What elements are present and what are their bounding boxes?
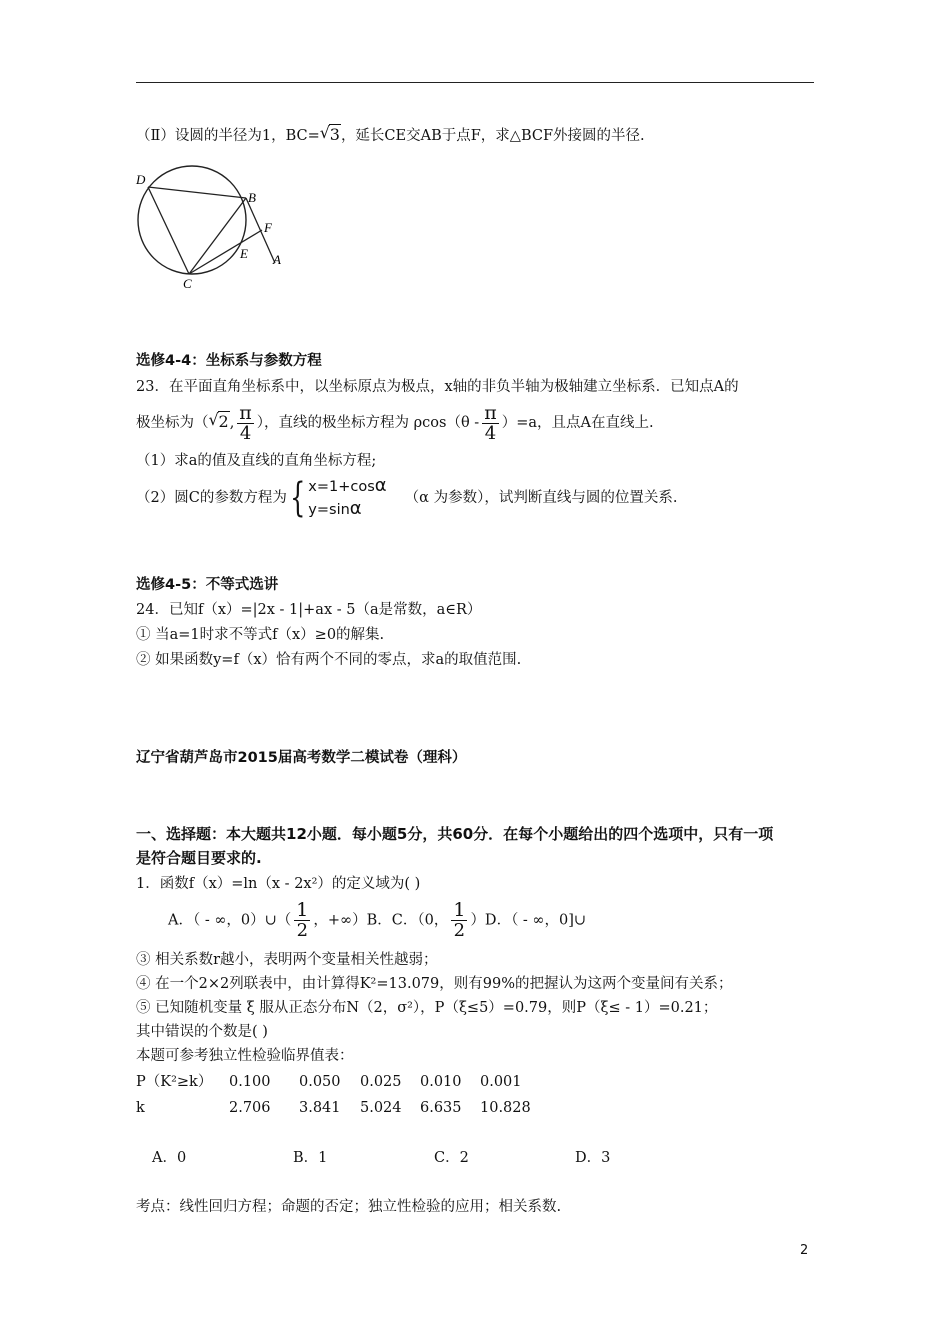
brace-symbol: { xyxy=(289,475,306,521)
page-number: 2 xyxy=(800,1243,809,1258)
table-cell: 5.024 xyxy=(360,1100,402,1116)
q23-part2: （2）圆C的参数方程为{ x=1+cosα y=sinα （α 为参数），试判断直线与圆的位置关系. xyxy=(136,475,678,521)
segment-db xyxy=(148,187,246,198)
sqrt-2: √ 2 xyxy=(208,410,229,431)
segment-dc xyxy=(148,187,189,274)
choice-c: C．2 xyxy=(434,1150,469,1166)
label-a: A xyxy=(273,252,281,267)
part1-heading-line2: 是符合题目要求的. xyxy=(136,849,262,867)
q23-line2: 极坐标为（ √ 2, $\frac{\pi}{4}$ ），直线的极坐标方程为 ρcos（θ - $\frac{\pi}{4}$ ）=a，且点A在直线上. xyxy=(136,401,654,444)
q22-part2: （Ⅱ）设圆的半径为1，BC= √ 3，延长CE交AB于点F，求△BCF外接圆的半径. xyxy=(136,123,645,144)
statement-4: ④ 在一个2×2列联表中，由计算得K²=13.079，则有99%的把握认为这两个变量间有关系； xyxy=(136,976,733,992)
parametric-system: x=1+cosα y=sinα xyxy=(308,475,387,519)
label-c: C xyxy=(183,276,192,291)
q23-part1: （1）求a的值及直线的直角坐标方程; xyxy=(136,453,377,469)
table-cell: 0.050 xyxy=(299,1074,341,1090)
sqrt-3: √ 3 xyxy=(319,123,340,144)
choice-d: D．3 xyxy=(575,1150,611,1166)
count-question: 其中错误的个数是( ) xyxy=(136,1024,268,1040)
circle-geometry-figure xyxy=(130,160,300,300)
section-heading-4-5: 选修4-5：不等式选讲 xyxy=(136,577,279,593)
statement-3: ③ 相关系数r越小，表明两个变量相关性越弱； xyxy=(136,952,438,968)
statement-5: ⑤ 已知随机变量 ξ 服从正态分布N（2，σ²），P（ξ≤5）=0.79，则P（ξ≤ - 1）=0.21； xyxy=(136,1000,718,1016)
q1-options: A．（ - ∞，0）∪（ $\frac{1}{2}$ ，+∞）B．C．（0， $\frac{1}{2}$ ）D．（ - ∞，0]∪ xyxy=(168,899,587,941)
choice-b: B．1 xyxy=(293,1150,328,1166)
critical-value-table xyxy=(136,1069,531,1121)
header-rule xyxy=(136,82,814,83)
table-cell: k xyxy=(136,1100,145,1116)
label-b: B xyxy=(248,190,256,205)
fraction-one-half: $\frac{1}{2}$ xyxy=(296,899,309,941)
table-cell: 6.635 xyxy=(420,1100,462,1116)
q23-line1: 23．在平面直角坐标系中，以坐标原点为极点，x轴的非负半轴为极轴建立坐标系．已知点A的 xyxy=(136,379,739,395)
table-row xyxy=(136,1095,531,1121)
segment-bc xyxy=(189,198,246,274)
exam-title: 辽宁省葫芦岛市2015届高考数学二模试卷（理科） xyxy=(136,750,467,766)
reference-note: 本题可参考独立性检验临界值表： xyxy=(136,1048,354,1064)
fraction-pi-over-4-b: $\frac{\pi}{4}$ xyxy=(484,401,497,444)
table-cell: 10.828 xyxy=(480,1100,531,1116)
table-cell: 0.100 xyxy=(229,1074,271,1090)
q24-part1: ① 当a=1时求不等式f（x）≥0的解集. xyxy=(136,627,385,643)
q24-statement: 24．已知f（x）=|2x - 1|+ax - 5（a是常数，a∈R） xyxy=(136,602,482,618)
table-cell: 0.001 xyxy=(480,1074,522,1090)
section-heading-4-4: 选修4-4：坐标系与参数方程 xyxy=(136,353,322,369)
table-cell: P（K²≥k） xyxy=(136,1074,213,1090)
label-d: D xyxy=(136,172,146,187)
label-e: E xyxy=(240,246,248,261)
kaodian-note: 考点：线性回归方程；命题的否定；独立性检验的应用；相关系数. xyxy=(136,1199,562,1215)
choice-a: A．0 xyxy=(152,1150,187,1166)
table-cell: 2.706 xyxy=(229,1100,271,1116)
label-f: F xyxy=(264,220,272,235)
fraction-pi-over-4: $\frac{\pi}{4}$ xyxy=(239,401,252,444)
fraction-one-half-b: $\frac{1}{2}$ xyxy=(453,899,466,941)
table-cell: 0.025 xyxy=(360,1074,402,1090)
q1-statement: 1．函数f（x）=ln（x - 2x²）的定义域为( ) xyxy=(136,876,421,892)
table-cell: 0.010 xyxy=(420,1074,462,1090)
part1-heading-line1: 一、选择题：本大题共12小题．每小题5分，共60分．在每个小题给出的四个选项中，只有一项 xyxy=(136,825,774,843)
answer-choices xyxy=(152,1148,652,1168)
segment-cf xyxy=(189,230,262,274)
table-cell: 3.841 xyxy=(299,1100,341,1116)
table-row xyxy=(136,1069,531,1095)
q24-part2: ② 如果函数y=f（x）恰有两个不同的零点，求a的取值范围. xyxy=(136,652,522,668)
